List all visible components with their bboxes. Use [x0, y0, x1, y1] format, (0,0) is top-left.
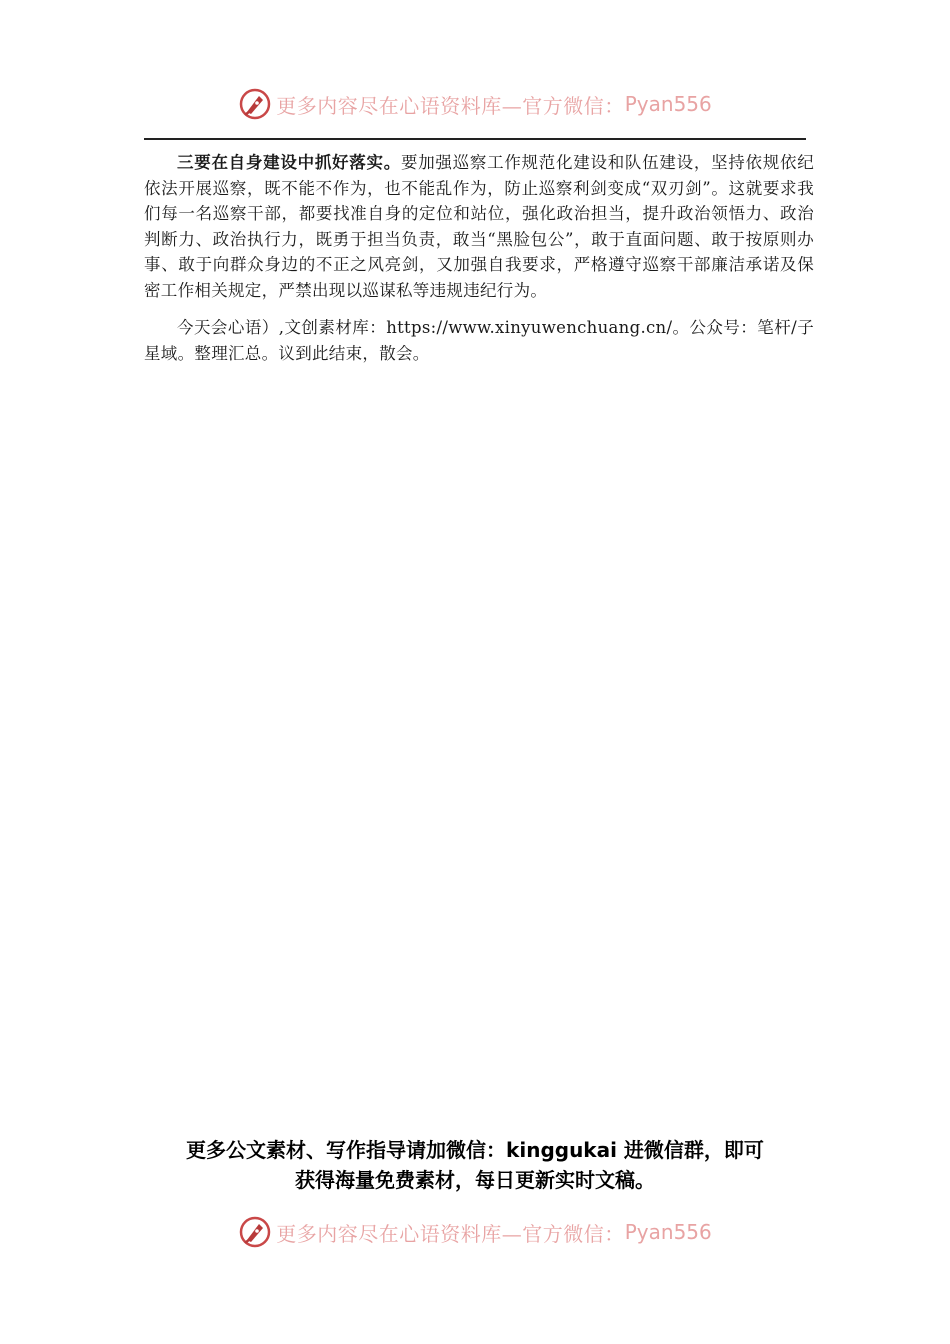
- watermark-wechat-id: Pyan556: [624, 92, 712, 116]
- watermark-wechat-id: Pyan556: [624, 1220, 712, 1244]
- footer-promo-line-1: 更多公文素材、写作指导请加微信：kinggukai 进微信群，即可: [186, 1138, 764, 1162]
- header-divider: [144, 138, 806, 140]
- paragraph-self-building: [144, 150, 814, 303]
- footer-promo-line-2: 获得海量免费素材，每日更新实时文稿。: [295, 1168, 655, 1192]
- paragraph-lead-heading: 三要在自身建设中抓好落实。: [177, 153, 401, 172]
- watermark-text: 更多内容尽在心语资料库—官方微信：: [276, 93, 625, 118]
- document-body: [144, 150, 814, 366]
- paragraph-closing: 今天会心语）,文创素材库：https://www.xinyuwenchuang.cn/。公众号：笔杆/子星域。整理汇总。议到此结束，散会。: [144, 318, 814, 363]
- footer-promo: [0, 1135, 950, 1195]
- pen-nib-logo-icon: [238, 1215, 272, 1249]
- paragraph-body-text: 要加强巡察工作规范化建设和队伍建设，坚持依规依纪依法开展巡察，既不能不作为，也不能乱作为，防止巡察利剑变成“双刃剑”。这就要求我们每一名巡察干部，都要找准自身的定位和站位，强化政治担当，提升政治领悟力、政治判断力、政治执行力，既勇于担当负责，敢当“黑脸包公”，敢于直面问题、敢于按原则办事、敢于向群众身边的不正之风亮剑，又加强自我要求，严格遵守巡察干部廉洁承诺及保密工作相关规定，严禁出现以巡谋私等违规违纪行为。: [144, 153, 815, 300]
- watermark-text: 更多内容尽在心语资料库—官方微信：: [276, 1221, 625, 1246]
- footer-watermark: [0, 1210, 950, 1254]
- header-watermark: [0, 82, 950, 126]
- pen-nib-logo-icon: [238, 87, 272, 121]
